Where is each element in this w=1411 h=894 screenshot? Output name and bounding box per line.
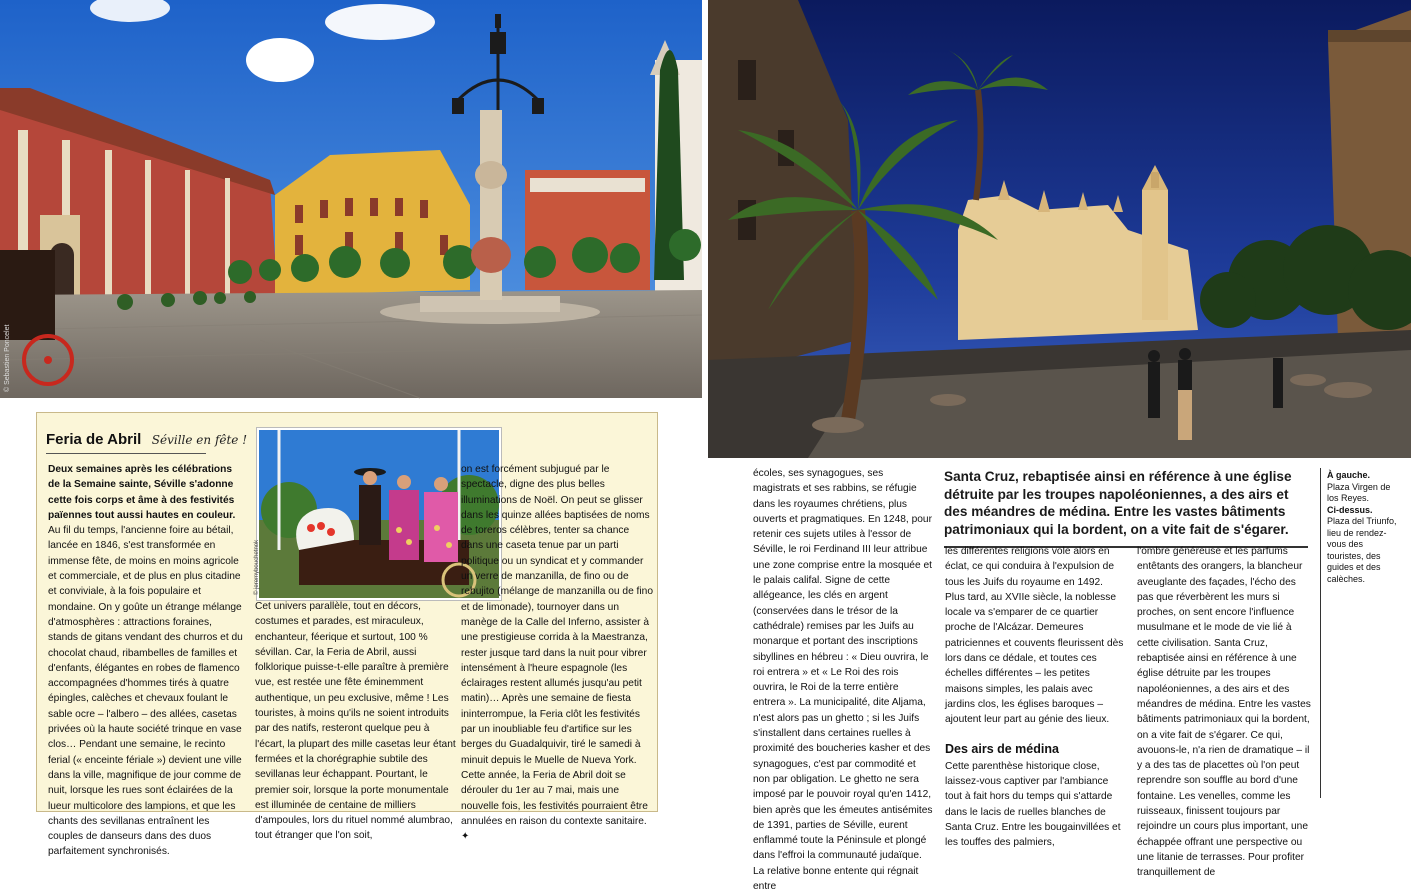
photo-captions (1327, 470, 1399, 585)
article-col-b-bottom: Cette parenthèse historique close, laissez-vous captiver par l'ambiance tout à fait hors du temps qui s'attarde dans le lacis de ruelles blanches de Santa Cruz. Entre les bougainvillées et les touffes des palmiers, (945, 760, 1121, 849)
feria-title-main: Feria de Abril (46, 431, 142, 448)
feria-title (46, 431, 247, 449)
feria-col-3-text: on est forcément subjugué par le spectacle, digne des plus belles illuminations de Noël. On peut se glisser dans les quinze allées baptisées de noms de toreros célèbres, tenter sa chance dans une caseta tenue par un parti politique ou un syndicat et y commander un verre de manzanilla, de fino ou de rebujito (mélange de manzanilla ou de fino et de limonade), tournoyer dans un manège de la Calle del Inferno, assister à une prestigieuse corrida à la Maestranza, rester jusque tard dans la nuit pour vibrer intensément à l'heure espagnole (les éclairages restent allumés jusqu'au petit matin)… Après une semaine de fiesta ininterrompue, la Feria clôt les festivités par un inoubliable feu d'artifice sur les berges du Guadalquivir, tiré le samedi à minuit depuis le Muelle de Nueva York. Cette année, la Feria de Abril doit se dérouler du 1er au 7 mai, mais une nouvelle fois, les festivités pourraient être annulées en raison du contexte sanitaire. ✦ (461, 464, 653, 843)
caption-divider (1320, 468, 1321, 798)
article-col-b (945, 544, 1125, 849)
article-col-b-heading: Des airs de médina (945, 741, 1059, 756)
caption-above-text: Plaza del Triunfo, lieu de rendez-vous des touristes, des guides et des calèches. (1327, 516, 1397, 584)
photo-plaza-virgen (0, 0, 702, 398)
caption-left-label: À gauche. (1327, 470, 1371, 480)
article-col-a (753, 466, 933, 893)
article-col-b-top: les différentes religions vole alors en éclat, ce qui conduira à l'expulsion de tous les Juifs du royaume en 1492. Plus tard, au XVIIe siècle, la noblesse locale va s'emparer de ce quartier proche de l'Alcázar. Demeures patriciennes et couvents fleurissent dès lors dans ce dédale, et toutes ces échelles différentes – les petites maisons simples, les palais avec jardins clos, les églises baroques – ajoutent leur part au génie des lieux. (945, 546, 1124, 726)
article-col-a-text: écoles, ses synagogues, ses magistrats et ses rabbins, se réfugie dans les royaumes chrétiens, plus ouverts et pragmatiques. En 1248, pour retenir ces sujets utiles à l'essor de Séville, le roi Ferdinand III leur attribue une zone comprise entre la mosquée et le palais califal. Signe de cette allégeance, les clés en argent (conservées dans le trésor de la cathédrale) remises par les Juifs au monarque et portant des inscriptions sibyllines en hébreu : « Dieu ouvrira, le roi entrera » et « Le Roi des rois ouvrira, le Roi de la terre entière entrera ». La municipalité, dite Aljama, n'est alors pas un ghetto ; si les Juifs s'installent dans certaines ruelles à proximité des boucheries kasher et des synagogues, c'est par commodité et non par obligation. Le ghetto ne sera imposé par le pouvoir royal qu'en 1412, bien après que les émeutes antisémites de 1391, parties de Séville, eurent enflammé toute la Péninsule et plongé dans l'effroi la communauté judaïque. La relative bonne entente qui régnait entre (753, 468, 933, 893)
caption-left-text: Plaza Virgen de los Reyes. (1327, 481, 1391, 503)
feria-col-1 (48, 462, 244, 858)
feria-photo-credit: © jeremybouchetnok (254, 539, 260, 595)
article-col-c-text: l'ombre généreuse et les parfums entêtants des orangers, la blancheur aveuglante des façades, l'écho des pas que réverbèrent les murs si proches, on sent encore l'influence musulmane et le mode de vie lié à cette civilisation. Santa Cruz, rebaptisée ainsi en référence à une église détruite par les troupes napoléoniennes, a des airs et des méandres de médina. Entre les vastes bâtiments patrimoniaux qui la bordent, on a vite fait de s'égarer. Ce qui, avouons-le, n'a rien de dramatique – il y a des tas de placettes où l'on peut reprendre son souffle au bord d'une fontaine. Les venelles, comme les ruisseaux, finissent toujours par rejoindre un cours plus important, une échappée offrant une perspective ou une litanie de terrasses. Pour profiter tranquillement de (1137, 546, 1311, 879)
article-col-c (1137, 544, 1312, 879)
feria-title-script: Séville en fête ! (151, 433, 248, 447)
feria-lead: Deux semaines après les célébrations de la Semaine sainte, Séville s'adonne cette fois corps et âme à des festivités païennes tout aussi hautes en couleur. (48, 464, 236, 521)
photo-credit: © Sebastien Poncelet (4, 324, 11, 392)
pull-quote (944, 468, 1308, 548)
pull-quote-text: Santa Cruz, rebaptisée ainsi en référence à une église détruite par les troupes napoléoniennes, a des airs et des méandres de médina. Entre les vastes bâtiments patrimoniaux qui la bordent, on a vite fait de s'égarer. (944, 469, 1292, 537)
feria-sidebar (36, 412, 658, 858)
feria-col-1-text: Au fil du temps, l'ancienne foire au bétail, lancée en 1846, s'est transformée en immense fête, de moins en moins agricole et commerciale, et de plus en plus citadine et conviviale, à la fois populaire et mondaine. On y goûte un étrange mélange d'atmosphères : attractions foraines, stands de gitans vendant des churros et du chocolat chaud, ribambelles de familles et d'enfants, élégantes en robes de flamenco accompagnées d'hommes tirés à quatre épingles, calèches et chevaux foulant le sable ocre – l'albero – des allées, casetas privées où la haute société trinque en vase clos… Pendant une semaine, le recinto ferial (« enceinte fériale ») devient une ville dans la ville, magnifique de jour comme de nuit, lorsque les rues sont éclairées de la lueur multicolore des lampions, et que les chants des sevillanas entraînent les couples de danseurs dans des duos parfaitement synchronisés. (48, 525, 243, 858)
caption-above-label: Ci-dessus. (1327, 504, 1373, 515)
feria-col-3 (461, 462, 653, 843)
photo-plaza-triunfo (708, 0, 1411, 458)
feria-col-2-text: Cet univers parallèle, tout en décors, costumes et parades, est miraculeux, enchanteur, féerique et surtout, 100 % sévillan. Car, la Feria de Abril, aussi folklorique puisse-t-elle paraître à première vue, est restée une fête éminemment authentique, un peu exclusive, même ! Les touristes, à moins qu'ils ne soient introduits par des natifs, resteront quelque peu à l'écart, la plupart des mille casetas leur étant fermées et la chorégraphie subtile des sevillanas leur échappant. Pourtant, le premier soir, lorsque la porte monumentale est illuminée de centaine de milliers d'ampoules, lors du rituel nommé alumbrao, tout étranger que l'on soit, (255, 601, 456, 842)
feria-title-underline (46, 453, 206, 454)
feria-col-2 (255, 599, 459, 842)
